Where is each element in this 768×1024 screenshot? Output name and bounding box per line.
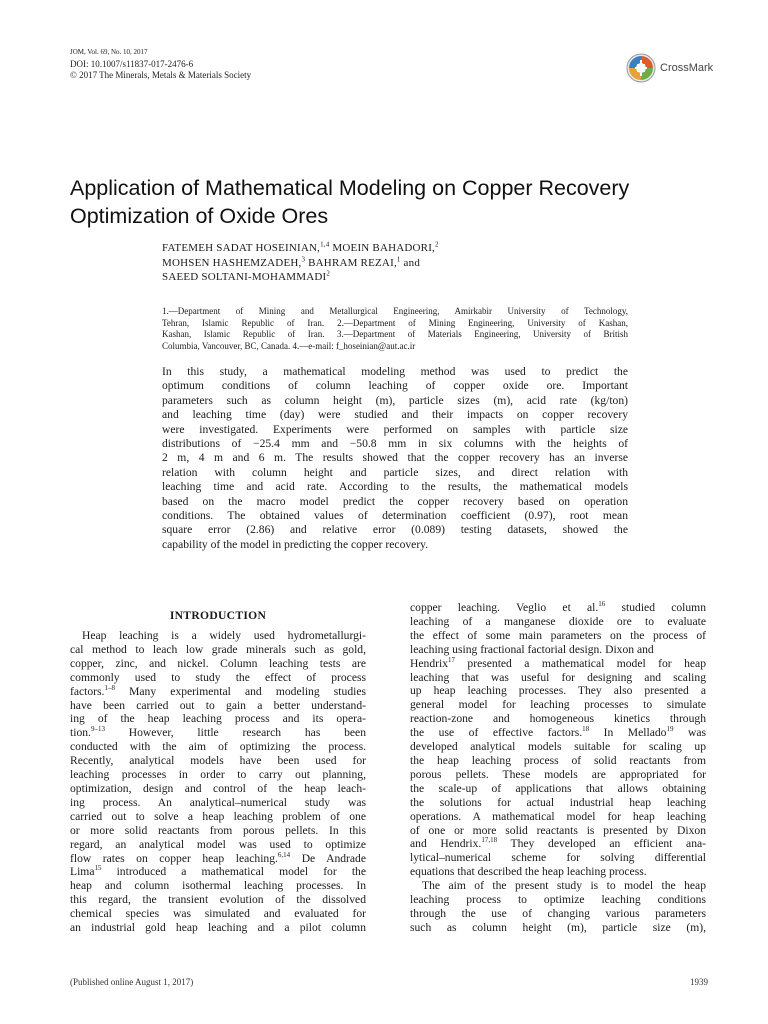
body-text-line [410,754,706,768]
abstract-line: capability of the model in predicting the copper recovery. [162,537,429,551]
text-run: the use of effective factors. [410,726,583,740]
body-text-line [410,740,706,754]
text-run: leaching process to optimize leaching conditions [410,893,706,907]
text-run: up heap leaching processes. They also presented a [410,684,706,698]
publication-date: (Published online August 1, 2017) [70,977,194,987]
affiliation-ref: 3 [301,254,306,263]
abstract-line: square error (2.86) and relative error (0.089) testing datasets, showed the [162,523,628,537]
citation-ref[interactable]: 18 [582,725,590,734]
text-run: leaching using fractional factorial design. Dixon and [410,642,654,656]
citation-ref[interactable]: 9–13 [90,725,105,734]
author-list [162,241,439,285]
body-text-line [70,838,366,852]
doi-link[interactable]: DOI: 10.1007/s11837-017-2476-6 [70,58,194,69]
abstract-line: distributions of −25.4 mm and −50.8 mm in six columns with the heights of [162,437,628,451]
text-run: leaching that was useful for designing and scaling [410,670,706,684]
intro-column-right [410,601,706,935]
body-text-line [70,921,366,935]
abstract-line: based on the macro model predict the copper recovery based on operation [162,494,628,508]
text-run: factors. [70,684,105,698]
author-line-1 [162,241,439,256]
body-text-line [410,921,706,935]
body-text-line [410,657,706,671]
text-run: tion. [70,726,91,740]
body-text-line [410,671,706,685]
text-run: and Hendrix. [410,837,482,851]
title-line-2: Optimization of Oxide Ores [70,204,329,229]
body-text-line [70,824,366,838]
text-run: De Andrade [290,851,366,865]
text-run: of one or more solid reactants is presented by Dixon [410,823,706,837]
text-run: carried out to solve a heap leaching problem of one [70,809,366,823]
author-name: SAEED SOLTANI-MOHAMMADI [162,271,327,283]
text-run: Hendrix [410,656,448,670]
abstract-line: In this study, a mathematical modeling method was used to predict the [162,365,628,378]
text-run: copper, zinc, and nickel. Column leaching tests are [70,656,366,670]
text-run: copper leaching. Veglio et al. [410,601,599,614]
citation-ref[interactable]: 16 [598,600,606,609]
body-text-line [410,851,706,865]
text-run: through the use of changing various parameters [410,906,706,920]
text-run: porous pellets. These models are appropriated for [410,767,706,781]
body-text-line [70,865,366,879]
title-line-1: Application of Mathematical Modeling on Copper Recovery [70,176,630,201]
affiliation-line: Kashan, Islamic Republic of Iran. 3.—Department of Materials Engineering, University of British [162,329,628,340]
abstract-line: were investigated. Experiments were performed on samples with particle size [162,422,628,436]
body-text-line [410,782,706,796]
text-run: However, little research has been [104,726,366,740]
body-text-line [70,699,366,713]
abstract-line: 2 m, 4 m and 6 m. The results showed that the copper recovery has an inverse [162,451,628,465]
crossmark-label: CrossMark [660,62,714,74]
text-run: have been carried out to gain a better understand- [70,698,366,712]
journal-info: JOM, Vol. 69, No. 10, 2017 [70,48,148,56]
citation-ref[interactable]: 17,18 [481,836,498,845]
body-text-line [70,893,366,907]
text-run: Recently, analytical models have been used for [70,754,366,768]
body-text-line [410,879,706,893]
body-text-line [410,684,706,698]
affiliation-line: 1.—Department of Mining and Metallurgical Engineering, Amirkabir University of Technology, [162,306,628,316]
body-text-line [70,643,366,657]
text-run: operations. A mathematical model for heap leaching [410,809,706,823]
text-run: leaching processes in order to carry out planning, [70,768,366,782]
body-text-line [410,865,706,879]
text-run: optimization, design and control of the heap leach- [70,781,366,795]
text-run: the solutions for actual industrial heap leaching [410,795,706,809]
crossmark-icon [626,51,656,85]
text-run: introduced a mathematical model for the [101,865,366,879]
text-run: presented a mathematical model for heap [455,656,706,670]
citation-ref[interactable]: 6,14 [277,850,291,859]
text-run: ing process. An analytical–numerical study was [70,795,366,809]
body-text-line [410,796,706,810]
affiliation-ref: 2 [435,240,439,249]
text-run: chemical species was simulated and evaluated for [70,907,366,921]
text-run: Lima [70,865,95,879]
abstract-line: conditions. The obtained values of determination coefficient (0.97), root mean [162,509,628,523]
text-run: developed analytical models suitable for scaling up [410,740,706,754]
section-heading-introduction: INTRODUCTION [169,609,267,622]
body-text-line [70,782,366,796]
body-text-line [70,852,366,866]
text-run: heap and column isothermal leaching processes. In [70,879,366,893]
body-text-line [70,768,366,782]
crossmark-badge[interactable] [626,50,734,86]
author-conjunction: and [400,256,421,269]
text-run: regard, an analytical model was used to optimize [70,837,366,851]
body-text-line [70,657,366,671]
text-run: the effect of some main parameters on the process of [410,628,706,642]
text-run: equations that described the heap leaching process. [410,865,647,879]
body-text-line [70,712,366,726]
author-name: MOHSEN HASHEMZADEH, [162,256,302,269]
body-text-line [410,712,706,726]
body-text-line [410,615,706,629]
text-run: The aim of the present study is to model the heap [422,879,706,893]
article-title [70,174,690,230]
text-run: cal method to leach low grade minerals such as gold, [70,642,366,656]
text-run: commonly used to study the effect of process [70,670,366,684]
abstract-line: leaching time and acid rate. According to the results, the mathematical models [162,480,628,494]
intro-column-left [70,601,366,935]
body-text-line [70,671,366,685]
body-text-line [70,796,366,810]
text-run: the heap leaching process of solid reactants from [410,753,706,767]
body-text-line [70,754,366,768]
citation-ref[interactable]: 19 [666,725,674,734]
affiliation-line: Columbia, Vancouver, BC, Canada. 4.—e-mail: f_hoseinian@aut.ac.ir [162,341,416,352]
text-run: reaction-zone and homogeneous kinetics through [410,712,706,726]
text-run: conducted with the aim of optimizing the process. [70,740,366,754]
text-run: or more solid reactants from porous pellets. In this [70,823,366,837]
text-run: general model for leaching processes to simulate [410,698,706,712]
text-run: studied column [605,601,706,614]
text-run: lytical–numerical scheme for solving differential [410,851,706,865]
body-text-line [410,629,706,643]
affiliations [162,306,628,353]
text-run: They developed an efficient ana- [497,837,706,851]
abstract-line: and leaching time (day) were studied and their impacts on copper recovery [162,408,628,422]
body-text-line [410,810,706,824]
affiliation-ref: 1,4 [320,240,330,249]
abstract-line: relation with column height and particle sizes, and direct relation with [162,465,628,479]
body-text-line [410,837,706,851]
text-run: such as column height (m), particle size (m), [410,920,706,934]
body-text-line [70,810,366,824]
abstract [162,365,628,552]
body-text-line [410,824,706,838]
abstract-line: parameters such as column height (m), particle sizes (m), acid rate (kg/ton) [162,393,628,407]
copyright-notice: © 2017 The Minerals, Metals & Materials Society [70,70,252,80]
abstract-line: optimum conditions of column leaching of copper oxide ore. Important [162,379,628,393]
body-text-line [410,726,706,740]
body-text-line [410,643,706,657]
text-run: flow rates on copper heap leaching. [70,851,278,865]
body-text-line [410,768,706,782]
body-text-line [70,629,366,643]
text-run: In Mellado [589,726,667,740]
body-text-line [70,740,366,754]
text-run: an industrial gold heap leaching and a pilot column [70,921,366,935]
page-number: 1939 [690,977,708,987]
body-text-line [70,726,366,740]
author-line-2 [162,256,439,271]
text-run: Heap leaching is a widely used hydrometallurgi- [82,629,366,642]
author-line-3 [162,270,439,285]
citation-ref[interactable]: 17 [448,655,455,664]
affiliation-ref: 1 [396,254,401,263]
article-metadata [70,47,251,82]
affiliation-line: Tehran, Islamic Republic of Iran. 2.—Department of Mining Engineering, University of Kashan, [162,317,628,328]
text-run: this regard, the transient evolution of the dissolved [70,893,366,907]
citation-ref[interactable]: 15 [94,864,102,873]
text-run: ing of the heap leaching process and its opera- [70,712,366,726]
author-name: FATEMEH SADAT HOSEINIAN, [162,242,321,254]
body-text-line [410,601,706,615]
body-text-line [410,893,706,907]
body-text-line [70,879,366,893]
text-run: leaching of a manganese dioxide ore to evaluate [410,614,706,628]
author-name: MOEIN BAHADORI, [329,242,436,254]
text-run: the scale-up of applications that allows obtaining [410,781,706,795]
body-text-line [410,907,706,921]
text-run: Many experimental and modeling studies [114,684,366,698]
body-text-line [70,907,366,921]
text-run: was [673,726,706,740]
body-text-line [410,698,706,712]
body-text-line [70,685,366,699]
author-name: BAHRAM REZAI, [305,256,397,269]
citation-ref[interactable]: 1–8 [104,683,115,692]
affiliation-ref: 2 [326,269,331,278]
